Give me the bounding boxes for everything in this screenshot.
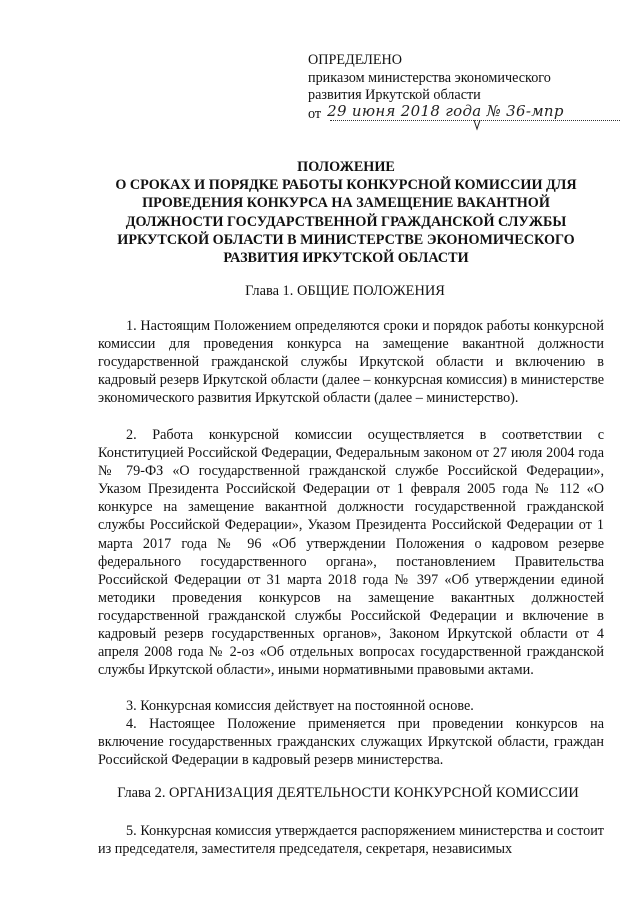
paragraph-2: 2. Работа конкурсной комиссии осуществляется в соответствии с Конституцией Российской Федерации, Федеральным законом от 27 июля 2004 года № 79-ФЗ «О государственной гражданской службе Российской Федерации», Указом Президента Российской Федерации от 1 февраля 2005 года № 112 «О конкурсе на замещение вакантной должности государственной гражданской службы Российской Федерации», Указом Президента Российской Федерации от 1 марта 2017 года № 96 «Об утверждении Положения о кадровом резерве федерального государственного органа», постановлением Правительства Российской Федерации от 31 марта 2018 года № 397 «Об утверждении единой методики проведения конкурсов на замещение вакантных должностей государственной гражданской службы Российской Федерации и включение в кадровый резерв государственных органов», Законом Иркутской области от 4 апреля 2008 года № 2-оз «Об отдельных вопросах государственной гражданской службы Иркутской области», иными нормативными правовыми актами. [98, 427, 604, 679]
title-line: ИРКУТСКОЙ ОБЛАСТИ В МИНИСТЕРСТВЕ ЭКОНОМИЧЕСКОГО [117, 231, 575, 248]
paragraph-4: 4. Настоящее Положение применяется при проведении конкурсов на включение государственных гражданских служащих Иркутской области, граждан Российской Федерации в кадровый резерв министерства. [98, 716, 604, 769]
approval-from-label: от [308, 105, 322, 122]
title-line: О СРОКАХ И ПОРЯДКЕ РАБОТЫ КОНКУРСНОЙ КОМИССИИ ДЛЯ [115, 177, 577, 194]
handwritten-date-number: 29 июня 2018 года № 36-мпр [327, 101, 564, 120]
paragraph-3: 3. Конкурсная комиссия действует на постоянной основе. [126, 698, 474, 714]
approval-heading: ОПРЕДЕЛЕНО [308, 52, 402, 68]
chapter-1-heading: Глава 1. ОБЩИЕ ПОЛОЖЕНИЯ [245, 283, 445, 299]
paragraph-1: 1. Настоящим Положением определяются сроки и порядок работы конкурсной комиссии для проведения конкурса на замещение вакантной должности государственной гражданской службы Иркутской области и включению в кадровый резерв Иркутской области (далее – конкурсная комиссия) в министерстве экономического развития Иркутской области (далее – министерство). [98, 318, 604, 407]
title-line: ПРОВЕДЕНИЯ КОНКУРСА НА ЗАМЕЩЕНИЕ ВАКАНТНОЙ [142, 195, 550, 212]
approval-block [308, 52, 628, 123]
title-line: РАЗВИТИЯ ИРКУТСКОЙ ОБЛАСТИ [223, 250, 469, 267]
chapter-2-heading: Глава 2. ОРГАНИЗАЦИЯ ДЕЯТЕЛЬНОСТИ КОНКУРСНОЙ КОМИССИИ [117, 785, 579, 801]
title-line: ДОЛЖНОСТИ ГОСУДАРСТВЕННОЙ ГРАЖДАНСКОЙ СЛУЖБЫ [125, 213, 567, 230]
approval-date-row [308, 101, 628, 124]
approval-region-line: развития Иркутской области [308, 87, 481, 103]
document-title [76, 158, 616, 267]
title-line: ПОЛОЖЕНИЕ [297, 159, 395, 175]
paragraph-5: 5. Конкурсная комиссия утверждается распоряжением министерства и состоит из председателя, заместителя председателя, секретаря, независимых [98, 823, 604, 858]
approval-order-line: приказом министерства экономического [308, 69, 551, 86]
handwriting-stroke-icon [472, 119, 482, 131]
